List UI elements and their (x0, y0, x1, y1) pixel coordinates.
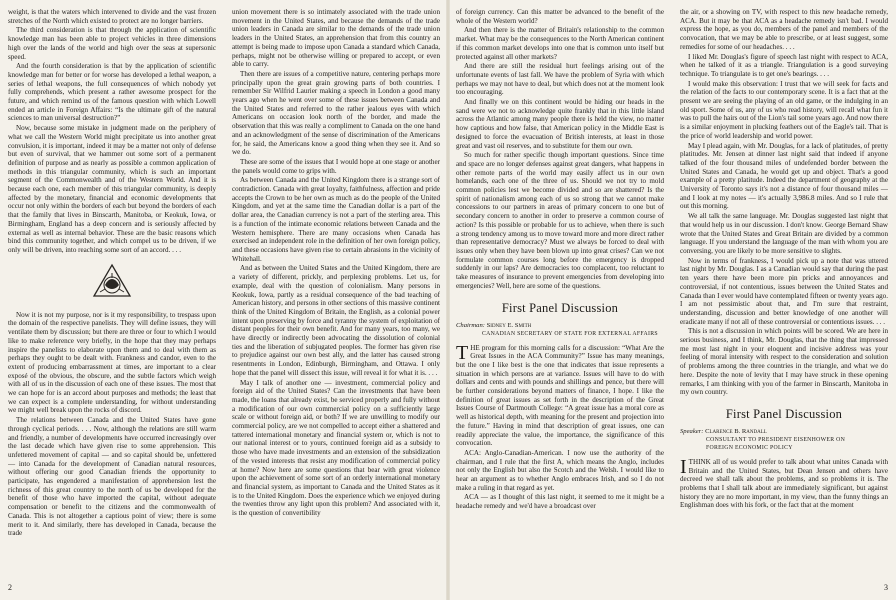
lead-paragraph (456, 341, 664, 448)
page-right (456, 8, 888, 592)
lead-text: THINK all of us would prefer to talk about what unites Canada with Britain and the United States, but Dean Jensen and others have decreed we shall talk about the problems, and so problems it is. The problems that I shall talk about are immediately significant, but against history they are no more important, in my view, than the funny things an Englishman does with his fork, or the fact that at the moment (680, 457, 888, 510)
paragraph: May I plead again, with Mr. Douglas, for a lack of platitudes, of pretty platitudes. Mr. Jensen at dinner last night said that indeed if anyone talked of the four thousand miles of undefended border between the United States and Canada, he would get up and object. That's a good example of a pretty platitude. Indeed the department of geography at the University of Toronto says it's not a distance of four thousand miles — and I look at my notes — it's actually 3,986.8 miles. And so I rule that out this morning. (680, 141, 888, 211)
paragraph: May I talk of another one — investment, commercial policy and foreign aid of the United States? Can the investments that have been made, the loans that already exist, be serviced properly and fully without a modification of our own commercial policy on a sufficiently large scale or without foreign aid, or both? If we are unwilling to modify our commercial policy, are we not compelled to accept either a shattered and tattered international monetary and financial system or, which is not to our national interest or to yours, continued foreign aid as a subsidy to those who have made investments and an extension of the subsidization of the vested interests that resist any modification of commercial policy at home? Now here are some questions that bear with great violence upon the achievement of some sort of an orderly international monetary and financial system, as important to Canada and the United States as it is to the United Kingdom. Does the experience which we enjoyed during the twenties throw any light upon this problem? And associated with it, is the question of convertibility (232, 378, 440, 518)
paragraph: Then there are issues of a competitive nature, centering perhaps more principally upon the great grain growing parts of both countries. I remember Sir Wilfrid Laurier making a speech in London a good many years ago when he went over some of these issues between Canada and the United States and referred to the rather jealous eyes with which Americans on occasion look north of the border, and made the observation that this was really a compliment to Canada on the one hand and an acknowledgment of the sense of discrimination of the Americans for, he said, the Americans know a good thing when they see it. And so we do. (232, 69, 440, 157)
paragraph: These are some of the issues that I would hope at one stage or another the panels would come to grips with. (232, 157, 440, 175)
speaker-line (456, 322, 664, 330)
paragraph: So much for rather specific though important questions. Since time and space are no longer defenses against great dangers, what happens in other remote parts of the world may easily affect us in our own homelands, each one of the three of us. Should we not try to mold common policies lest we become divided and so are shattered? Is the spirit of nationalism among each of us so strong that we cannot make concessions to our partners in areas of primary concern to one but of secondary concern to another in order to preserve a common course of action? Is this possible or probable for us to achieve, when there is such a strong tendency among us to move toward more and more direct rather than representative democracy? Must we always be forced to deal with issues only when they have been blown up into great crises? Can we not formulate common courses long before the emergency is dropped suddenly in our laps? Are democracies too complacent, too reluctant to take measures of insurance to prevent emergencies from developing into emergencies? Well, here are some of the questions. (456, 151, 664, 290)
paragraph: weight, is that the waters which intervened to divide and the vast frozen stretches of the North which existed to protect are no longer barriers. (8, 8, 216, 25)
paragraph: of foreign currency. Can this matter be advanced to the benefit of the whole of the Western world? (456, 8, 664, 25)
paragraph: And the fourth consideration is that by the application of scientific knowledge man for better or for worse has developed a lethal weapon, a series of lethal weapons, the full consequences of which nobody yet fully comprehends, which present a rather awesome prospect for the future, and which remind us of the famous question with which Lowell ended an article in Foreign Affairs: “Is the ultimate gift of the natural sciences to man universal destruction?” (8, 62, 216, 123)
speaker-affiliation: FOREIGN ECONOMIC POLICY (706, 444, 793, 451)
drop-cap: I (680, 455, 687, 478)
lead-paragraph (680, 455, 888, 510)
speaker-name: Clarence B. Randall (705, 427, 767, 435)
tri-nation-emblem-icon (8, 261, 216, 301)
right-column-2 (680, 8, 888, 582)
section-title: First Panel Discussion (725, 406, 843, 421)
paragraph: ACA — as I thought of this last night, it seemed to me it might be a headache remedy and we'd have a broadcast over (456, 493, 664, 511)
paragraph: The relations between Canada and the United States have gone through cyclical periods. . . . Now, although the relations are still warm and friendly, a number of developments have occurred increasingly over the last decade which have given rise to some apprehension. This unfettered movement of capital — and so capital should be, unfettered — into Canada for the development of Canadian natural resources, without offering our good Canadian friends the opportunity to participate, has engendered a manifestation of apprehension lest the richness of this great country to the north of us be developed for the benefit of those who have imported the capital, without adequate compensation or benefit to the citizens and the commonwealth of Canada. This is not altogether a captious point of view; there is some merit to it. And similarly, there has developed in Canada, because the trade (8, 416, 216, 538)
paragraph: And there are still the residual hurt feelings arising out of the unfortunate events of last fall. We have the problem of Syria with which perhaps we may not have to deal, but which does not at the moment look too encouraging. (456, 62, 664, 97)
paragraph: I would make this observation: I trust that we will seek for facts and the relation of the facts to our contemporary scene. It is a fact that at the present we are seeing the playing of an old game, or the indulging in an old sport. Some of us, any of us who read history, will recall what fun it was to pull the hairs out of the Lion's tail some years ago. And now there is a similar enjoyment in plucking feathers out of the Eagle's tail. That is the price of world leadership and world power. (680, 79, 888, 140)
paragraph: The third consideration is that through the application of scientific knowledge man has been able to project vehicles in three dimensions high over the lands of the world and high over the seas at supersonic speed. (8, 26, 216, 61)
paragraph: As between Canada and the United Kingdom there is a strange sort of contradiction. Canada with great loyalty, faithfulness, affection and pride accepts the Crown to be her own as much as do the people of the United Kingdom, and yet at the same time the Canadian dollar is a part of the dollar area, the Canadian currency is not a part of the sterling area. This is a function of the intimate economic relations between Canada and the Western hemisphere. There are many occasions when Canada has exercised an independent role in the definition of her own foreign policy, and these occasions have given rise to certain abrasions in the vicinity of Whitehall. (232, 176, 440, 263)
left-column-1 (8, 8, 216, 582)
paragraph: Now, because some mistake in judgment made on the periphery of what we call the Western World might precipitate us into another great convulsion, it is important, indeed it may be a matter not only of defense but even of survival, that we hammer out some sort of a permanent definition of purpose and as nearly as possible a common application of methods in this triangular community, which is such an important segment of the Commonwealth and of the Western World. And it is because each one, each member of this triangular community, is deeply affected by the monetary, financial and economic developments that occur not only within the borders of each but beyond the borders of each that the family that lives in Binscarth, Manitoba, or Keokuk, Iowa, or Birmingham, England has a deep concern and is seriously affected by external as well as internal behavior. These are the basic reasons which bind this community together, and which compel us to be driven, if we only will be driven, into reaching some sort of an accord. . . . (8, 124, 216, 254)
book-gutter (446, 0, 450, 600)
paragraph: ACA: Anglo-Canadian-American. I now use the authority of the chairman, and I rule that the first A, which means the Anglo, includes not only the English but also the Scotch and the Welsh. I would like to hear an argument as to whether Anglo embraces Irish, and so I do not make a ruling in that regard as yet. (456, 448, 664, 492)
paragraph: I liked Mr. Douglas's figure of speech last night with respect to ACA, when he talked of it as a triangle. Triangulation is a good surveying technique. To triangulate is to get one's bearings. . . . (680, 52, 888, 78)
speaker-affiliation: CONSULTANT TO PRESIDENT EISENHOWER ON (706, 436, 846, 443)
paragraph: Now it is not my purpose, nor is it my responsibility, to trespass upon the domain of the respective panelists. They will define issues, they will ventilate them by discussion; but there are three or four to which I would like to make reference very briefly, in the hope that they may perhaps inspire the panelists to elaborate upon them and to deal with them as perhaps they ought to be dealt with. Frankness and candor, even to the extent of producing embarrassment at times, are important to a clear exposé of the obvious, the obscure, and the subtle factors which weigh with all of us in the discussion of each one of these issues. The most that we can hope for is an accord about purposes and methods; the least that we can expect is a complete understanding, for without understanding we might well break upon the rocks of discord. (8, 310, 216, 415)
paragraph: And finally we on this continent would be hiding our heads in the sand were we not to acknowledge quite frankly that in this little island across the Atlantic among many people there is held the view, no matter how captious and how false, that American policy in the Middle East is designed to force the evacuation of British interests, at least in those great and vast oil reserves, and to substitute for them our own. (456, 98, 664, 150)
paragraph: Now in terms of frankness, I would pick up a note that was uttered last night by Mr. Douglas. I as a Canadian would say that during the past ten years there have been more pin pricks and annoyances and controversial, if not contentious, issues between the United States and Canada than I ever would have contemplated fifteen or twenty years ago. I am not pessimistic about that, and I'm sure that restraint, understanding, discussion and better knowledge of one another will eradicate many if not all of these controversial or contentious issues. . . . (680, 256, 888, 326)
paragraph: And as between the United States and the United Kingdom, there are a variety of different, prickly, and perplexing problems. Let us, for example, deal with the question of colonialism. Many persons in Keokuk, Iowa, partly as a residual consequence of the bad teaching of American history, and persons in other sections of this massive continent think of the United Kingdom of Britain, the English, as a colonial power intent upon preserving by force and tyranny the system of exploitation of distant peoples for their own benefit. And for many years, too many, we have directly or indirectly been advocating the dissolution of colonial ties and the liberation of subjugated peoples. The former has given rise to prejudice against our own best ally, and the latter has caused strong resentments in London, Edinburgh, Birmingham, and Ottawa. I only hope that the panel will dissect this issue, will reveal it for what it is. . . . (232, 264, 440, 377)
paragraph: This is not a discussion in which points will be scored. We are here in serious business, and I think, Mr. Douglas, that the thing that impressed me most last night in your eloquent and incisive address was your feeling of moral intensity with respect to the consideration and solution of problems among the three countries in the triangle, and what we do here. Despite the note of levity that I may have struck in these opening remarks, I am thinking with you of the farmer in Binscarth, Manitoba in my own country. (680, 327, 888, 397)
page-number: 3 (884, 583, 888, 592)
speaker-line (680, 428, 888, 436)
speaker-role: Speaker: (680, 427, 704, 435)
speaker-name: Sidney E. Smith (486, 321, 532, 329)
speaker-affiliation: CANADIAN SECRETARY OF STATE FOR EXTERNAL AFFAIRS (482, 330, 658, 337)
page-left (8, 8, 440, 592)
paragraph: And then there is the matter of Britain's relationship to the common market. What may be the consequences to the North American continent if this common market develops into one that is common unto itself but protected against all other markets? (456, 26, 664, 61)
page-number: 2 (8, 583, 12, 592)
drop-cap: T (456, 341, 469, 364)
section-title: First Panel Discussion (501, 300, 619, 315)
speaker-role: Chairman: (456, 321, 485, 329)
paragraph: the air, or a showing on TV, with respect to this new headache remedy, ACA. But it may be that ACA as a headache remedy isn't bad. I would express the hope, as you do, members of the panel and members of the convocation, that we may be able to prescribe, or at least suggest, some remedies for some of our headaches. . . . (680, 8, 888, 51)
paragraph: We all talk the same language. Mr. Douglas suggested last night that that would help us in our discussion. I don't know. George Bernard Shaw wrote that the United States and Great Britain are divided by a common language. If you understand the language of the man with whom you are conversing, you are likely to be more sensitive to slights. (680, 212, 888, 255)
paragraph: union movement there is so intimately associated with the trade union movement in the United States, and because the demands of the trade union leaders in Canada are similar to the demands of the trade union leaders in the United States, an apprehension that from this country an attempt is being made to impose upon Canada a standard which Canada, perhaps, might not be otherwise willing or prepared to accept, or even able to carry. (232, 8, 440, 69)
right-column-1 (456, 8, 664, 582)
section-header-randall (680, 407, 888, 452)
left-column-2 (232, 8, 440, 582)
section-header-smith (456, 301, 664, 338)
lead-text: HE program for this morning calls for a discussion: “What Are the Great Issues in the ACA Community?” Issue has many meanings, but the one I like best is the one that indicates that issue represents a situation in which persons are at variance. Issues will have to do with dollars and cents and with pounds and shillings and pence, but there will be further considerations beyond matters of finance, I hope. I like the definition of great issues as set forth in the description of the Great Issues Course of Dartmouth College: “A great issue has a moral core as well as historical depth, with meaning for the present and projection into the future.” Having in mind that description of great issues, one can readily appreciate the value, the importance, the significance of this convocation. (456, 343, 664, 448)
